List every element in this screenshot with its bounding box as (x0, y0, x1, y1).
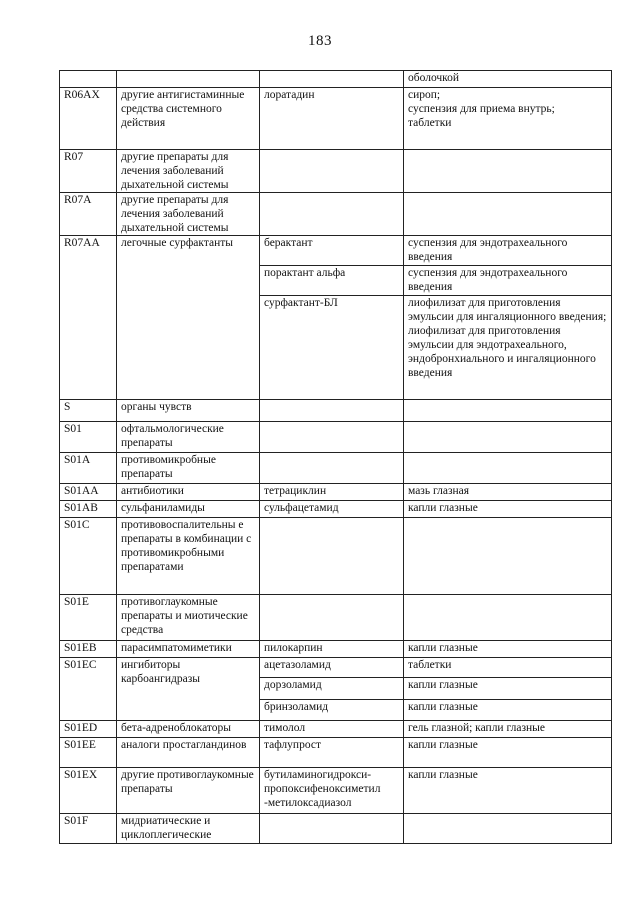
table-row (60, 71, 612, 88)
atc-code-cell: S01AA (60, 484, 117, 501)
group-name-cell: легочные сурфактанты (117, 236, 260, 400)
group-name-cell: другие противоглаукомные препараты (117, 768, 260, 814)
table-row (60, 595, 612, 641)
substance-cell (260, 595, 404, 641)
table-row (60, 814, 612, 844)
dosage-form-cell (404, 518, 612, 595)
atc-code-cell: S (60, 400, 117, 422)
substance-cell: дорзоламид (260, 678, 404, 700)
dosage-form-cell (404, 595, 612, 641)
dosage-form-cell (404, 453, 612, 484)
table-row (60, 518, 612, 595)
atc-code-cell: R06AX (60, 88, 117, 150)
dosage-form-cell (404, 193, 612, 236)
table-row (60, 150, 612, 193)
dosage-form-cell (404, 814, 612, 844)
table-row (60, 768, 612, 814)
group-name-cell: мидриатические и циклоплегические (117, 814, 260, 844)
dosage-form-cell: капли глазные (404, 738, 612, 768)
dosage-form-cell: лиофилизат для приготовления эмульсии для ингаляционного введения; лиофилизат для приготовления эмульсии для эндотрахеального, эндобронхиального и ингаляционного введения (404, 296, 612, 400)
substance-cell (260, 453, 404, 484)
substance-cell (260, 150, 404, 193)
dosage-form-cell: гель глазной; капли глазные (404, 721, 612, 738)
table-row (60, 236, 612, 266)
substance-cell (260, 71, 404, 88)
group-name-cell: ингибиторы карбоангидразы (117, 658, 260, 721)
substance-cell: тафлупрост (260, 738, 404, 768)
atc-code-cell: R07AA (60, 236, 117, 400)
atc-code-cell: R07 (60, 150, 117, 193)
group-name-cell: офтальмологические препараты (117, 422, 260, 453)
substance-cell: ацетазоламид (260, 658, 404, 678)
dosage-form-cell: таблетки (404, 658, 612, 678)
dosage-form-cell: сироп; суспензия для приема внутрь; таблетки (404, 88, 612, 150)
dosage-form-cell: капли глазные (404, 678, 612, 700)
table-row (60, 738, 612, 768)
substance-cell (260, 193, 404, 236)
group-name-cell: органы чувств (117, 400, 260, 422)
dosage-form-cell: капли глазные (404, 501, 612, 518)
substance-cell (260, 814, 404, 844)
dosage-form-cell (404, 150, 612, 193)
group-name-cell: противомикробные препараты (117, 453, 260, 484)
substance-cell: лоратадин (260, 88, 404, 150)
group-name-cell: сульфаниламиды (117, 501, 260, 518)
dosage-form-cell (404, 400, 612, 422)
table-row (60, 501, 612, 518)
atc-code-cell: S01 (60, 422, 117, 453)
group-name-cell: противовоспалительны е препараты в комбинации с противомикробными препаратами (117, 518, 260, 595)
group-name-cell: бета-адреноблокаторы (117, 721, 260, 738)
atc-code-cell: R07A (60, 193, 117, 236)
dosage-form-cell (404, 422, 612, 453)
table-row (60, 88, 612, 150)
atc-code-cell: S01C (60, 518, 117, 595)
substance-cell: берактант (260, 236, 404, 266)
table-row (60, 721, 612, 738)
substance-cell: сурфактант-БЛ (260, 296, 404, 400)
substance-cell: бутиламиногидрокси-пропоксифеноксиметил -метилоксадиазол (260, 768, 404, 814)
atc-code-cell: S01E (60, 595, 117, 641)
group-name-cell: аналоги простагландинов (117, 738, 260, 768)
dosage-form-cell: капли глазные (404, 641, 612, 658)
group-name-cell: другие антигистаминные средства системного действия (117, 88, 260, 150)
group-name-cell: другие препараты для лечения заболеваний дыхательной системы (117, 150, 260, 193)
atc-code-cell: S01F (60, 814, 117, 844)
dosage-form-cell: оболочкой (404, 71, 612, 88)
substance-cell: тимолол (260, 721, 404, 738)
table-row (60, 422, 612, 453)
table-row (60, 641, 612, 658)
atc-code-cell: S01AB (60, 501, 117, 518)
atc-code-cell: S01A (60, 453, 117, 484)
substance-cell: сульфацетамид (260, 501, 404, 518)
substance-cell: пилокарпин (260, 641, 404, 658)
atc-code-cell: S01ED (60, 721, 117, 738)
substance-cell: тетрациклин (260, 484, 404, 501)
substance-cell: бринзоламид (260, 700, 404, 721)
dosage-form-cell: капли глазные (404, 768, 612, 814)
table-row (60, 484, 612, 501)
dosage-form-cell: суспензия для эндотрахеального введения (404, 236, 612, 266)
atc-code-cell: S01EE (60, 738, 117, 768)
substance-cell (260, 422, 404, 453)
table-row (60, 193, 612, 236)
dosage-form-cell: суспензия для эндотрахеального введения (404, 266, 612, 296)
group-name-cell: противоглаукомные препараты и миотические средства (117, 595, 260, 641)
page-number: 183 (308, 33, 332, 49)
substance-cell (260, 400, 404, 422)
atc-code-cell (60, 71, 117, 88)
dosage-form-cell: капли глазные (404, 700, 612, 721)
group-name-cell: парасимпатомиметики (117, 641, 260, 658)
table-row (60, 658, 612, 678)
drug-table (59, 70, 612, 844)
substance-cell (260, 518, 404, 595)
group-name-cell: антибиотики (117, 484, 260, 501)
substance-cell: порактант альфа (260, 266, 404, 296)
dosage-form-cell: мазь глазная (404, 484, 612, 501)
group-name-cell (117, 71, 260, 88)
atc-code-cell: S01EC (60, 658, 117, 721)
group-name-cell: другие препараты для лечения заболеваний дыхательной системы (117, 193, 260, 236)
atc-code-cell: S01EB (60, 641, 117, 658)
table-row (60, 453, 612, 484)
table-row (60, 400, 612, 422)
atc-code-cell: S01EX (60, 768, 117, 814)
